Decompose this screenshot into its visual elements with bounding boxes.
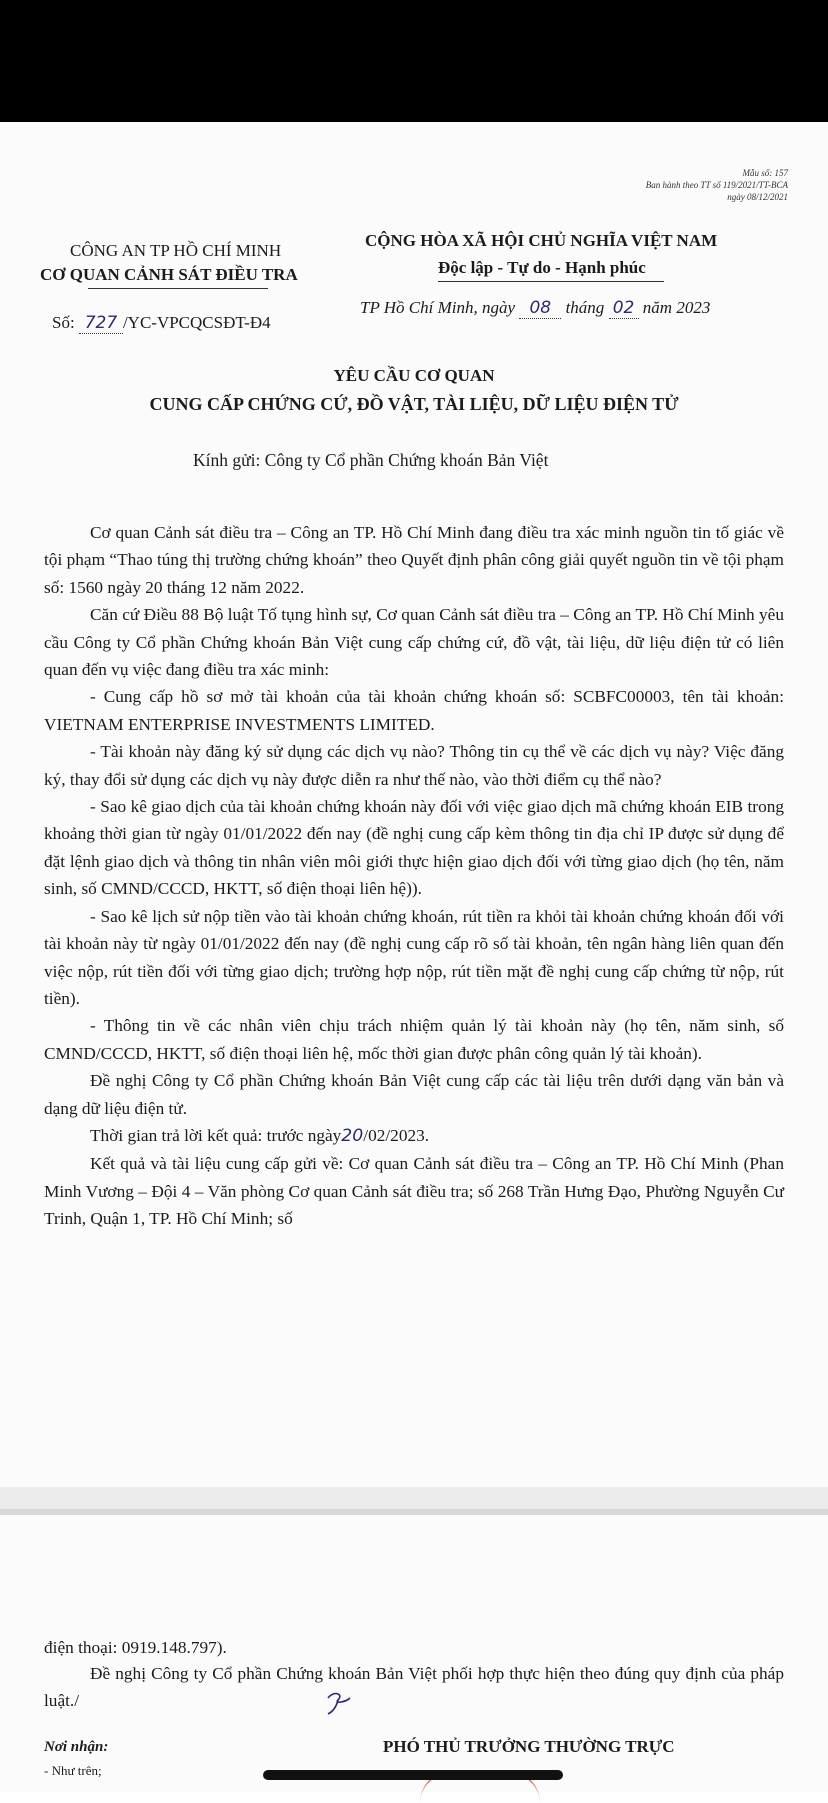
closing-text: Đề nghị Công ty Cổ phần Chứng khoán Bản Việt phối hợp thực hiện theo đúng quy định của pháp luật./ — [44, 1664, 784, 1711]
paragraph-9 — [44, 1122, 784, 1150]
paragraph-7: - Thông tin về các nhân viên chịu trách nhiệm quản lý tài khoản này (họ tên, năm sinh, số CMND/CCCD, HKTT, số điện thoại liên hệ, mốc thời gian được phân công quản lý tài khoản). — [44, 1016, 784, 1063]
paragraph-4: - Tài khoản này đăng ký sử dụng các dịch vụ nào? Thông tin cụ thể về các dịch vụ này? Việc đăng ký, thay đổi sử dụng các dịch vụ này được diễn ra như thế nào, vào thời điểm cụ thể nào? — [44, 742, 784, 789]
agency-underline — [88, 288, 268, 289]
month-label: tháng — [565, 298, 605, 317]
so-label: Số: — [52, 313, 75, 332]
date-month-handwritten: 02 — [609, 298, 639, 319]
agency-parent: CÔNG AN TP HỒ CHÍ MINH — [70, 241, 282, 260]
paragraph-10: Kết quả và tài liệu cung cấp gửi về: Cơ quan Cảnh sát điều tra – Công an TP. Hồ Chí Minh (Phan Minh Vương – Đội 4 – Văn phòng Cơ quan Cảnh sát điều tra; số 268 Trần Hưng Đạo, Phường Nguyễn Cư Trinh, Quận 1, TP. Hồ Chí Minh; số — [44, 1154, 784, 1229]
deadline-prefix: Thời gian trả lời kết quả: trước ngày — [90, 1125, 342, 1145]
paragraph-3: - Cung cấp hồ sơ mở tài khoản của tài khoản chứng khoán số: SCBFC00003, tên tài khoản: VIETNAM ENTERPRISE INVESTMENTS LIMITED. — [44, 687, 784, 734]
home-indicator[interactable] — [263, 1770, 563, 1780]
screen-top-bar — [0, 0, 828, 122]
paragraph-8: Đề nghị Công ty Cổ phần Chứng khoán Bản Việt cung cấp các tài liệu trên dưới dạng văn bản và dạng dữ liệu điện tử. — [44, 1071, 784, 1118]
handwritten-initial-mark — [322, 1688, 356, 1716]
place-date-row — [360, 298, 710, 319]
so-number-handwritten: 727 — [79, 313, 123, 334]
closing-paragraph — [44, 1660, 784, 1715]
nation-name: CỘNG HÒA XÃ HỘI CHỦ NGHĨA VIỆT NAM — [365, 231, 718, 250]
form-note-line2: Ban hành theo TT số 119/2021/TT-BCA — [645, 180, 788, 190]
deadline-day-handwritten: 20 — [341, 1125, 364, 1146]
deadline-suffix: /02/2023. — [363, 1125, 430, 1145]
noi-nhan-item: - Như trên; — [44, 1763, 102, 1778]
nation-motto: Độc lập - Tự do - Hạnh phúc — [438, 258, 646, 277]
document-title: YÊU CẦU CƠ QUAN — [333, 366, 495, 385]
paragraph-6: - Sao kê lịch sử nộp tiền vào tài khoản chứng khoán, rút tiền ra khỏi tài khoản chứng khoán đối với tài khoản này từ ngày 01/01/2022 đến nay (đề nghị cung cấp rõ số tài khoản, tên ngân hàng liên quan đến việc nộp, rút tiền đối với từng giao dịch; trường hợp nộp, rút tiền mặt đề nghị cung cấp chứng từ nộp, rút tiền). — [44, 906, 784, 1008]
document-number-row — [52, 313, 271, 334]
place-date-prefix: TP Hồ Chí Minh, ngày — [360, 298, 516, 317]
recipient: Kính gửi: Công ty Cổ phần Chứng khoán Bản Việt — [193, 450, 549, 470]
motto-underline — [438, 281, 664, 282]
document-body — [44, 519, 784, 1233]
form-note-line3: ngày 08/12/2021 — [727, 192, 788, 202]
document-subtitle: CUNG CẤP CHỨNG CỨ, ĐỒ VẬT, TÀI LIỆU, DỮ LIỆU ĐIỆN TỬ — [149, 394, 679, 414]
noi-nhan-label: Nơi nhận: — [44, 1739, 109, 1755]
agency-name: CƠ QUAN CẢNH SÁT ĐIỀU TRA — [40, 265, 298, 284]
date-day-handwritten: 08 — [519, 298, 561, 319]
year-text: năm 2023 — [642, 298, 711, 317]
page-gap — [0, 1487, 828, 1509]
paragraph-1: Cơ quan Cảnh sát điều tra – Công an TP. Hồ Chí Minh đang điều tra xác minh nguồn tin tố giác về tội phạm “Thao túng thị trường chứng khoán” theo Quyết định phân công giải quyết nguồn tin về tội phạm số: 1560 ngày 20 tháng 12 năm 2022. — [44, 523, 784, 597]
so-code: /YC-VPCQCSĐT-Đ4 — [122, 313, 271, 332]
phone-line: điện thoại: 0919.148.797). — [44, 1638, 227, 1657]
paragraph-5: - Sao kê giao dịch của tài khoản chứng khoán này đối với việc giao dịch mã chứng khoán EIB trong khoảng thời gian từ ngày 01/01/2022 đến nay (đề nghị cung cấp kèm thông tin địa chỉ IP được sử dụng để đặt lệnh giao dịch và thông tin nhân viên môi giới thực hiện giao dịch đối với từng giao dịch (họ tên, năm sinh, số CMND/CCCD, HKTT, số điện thoại liên hệ)). — [44, 797, 784, 899]
paragraph-2: Căn cứ Điều 88 Bộ luật Tố tụng hình sự, Cơ quan Cảnh sát điều tra – Công an TP. Hồ Chí Minh yêu cầu Công ty Cổ phần Chứng khoán Bản Việt cung cấp chứng cứ, đồ vật, tài liệu, dữ liệu điện tử có liên quan đến vụ việc đang điều tra xác minh: — [44, 605, 784, 680]
signer-title: PHÓ THỦ TRƯỞNG THƯỜNG TRỰC — [383, 1737, 675, 1756]
form-note-line1: Mẫu số: 157 — [742, 168, 788, 178]
